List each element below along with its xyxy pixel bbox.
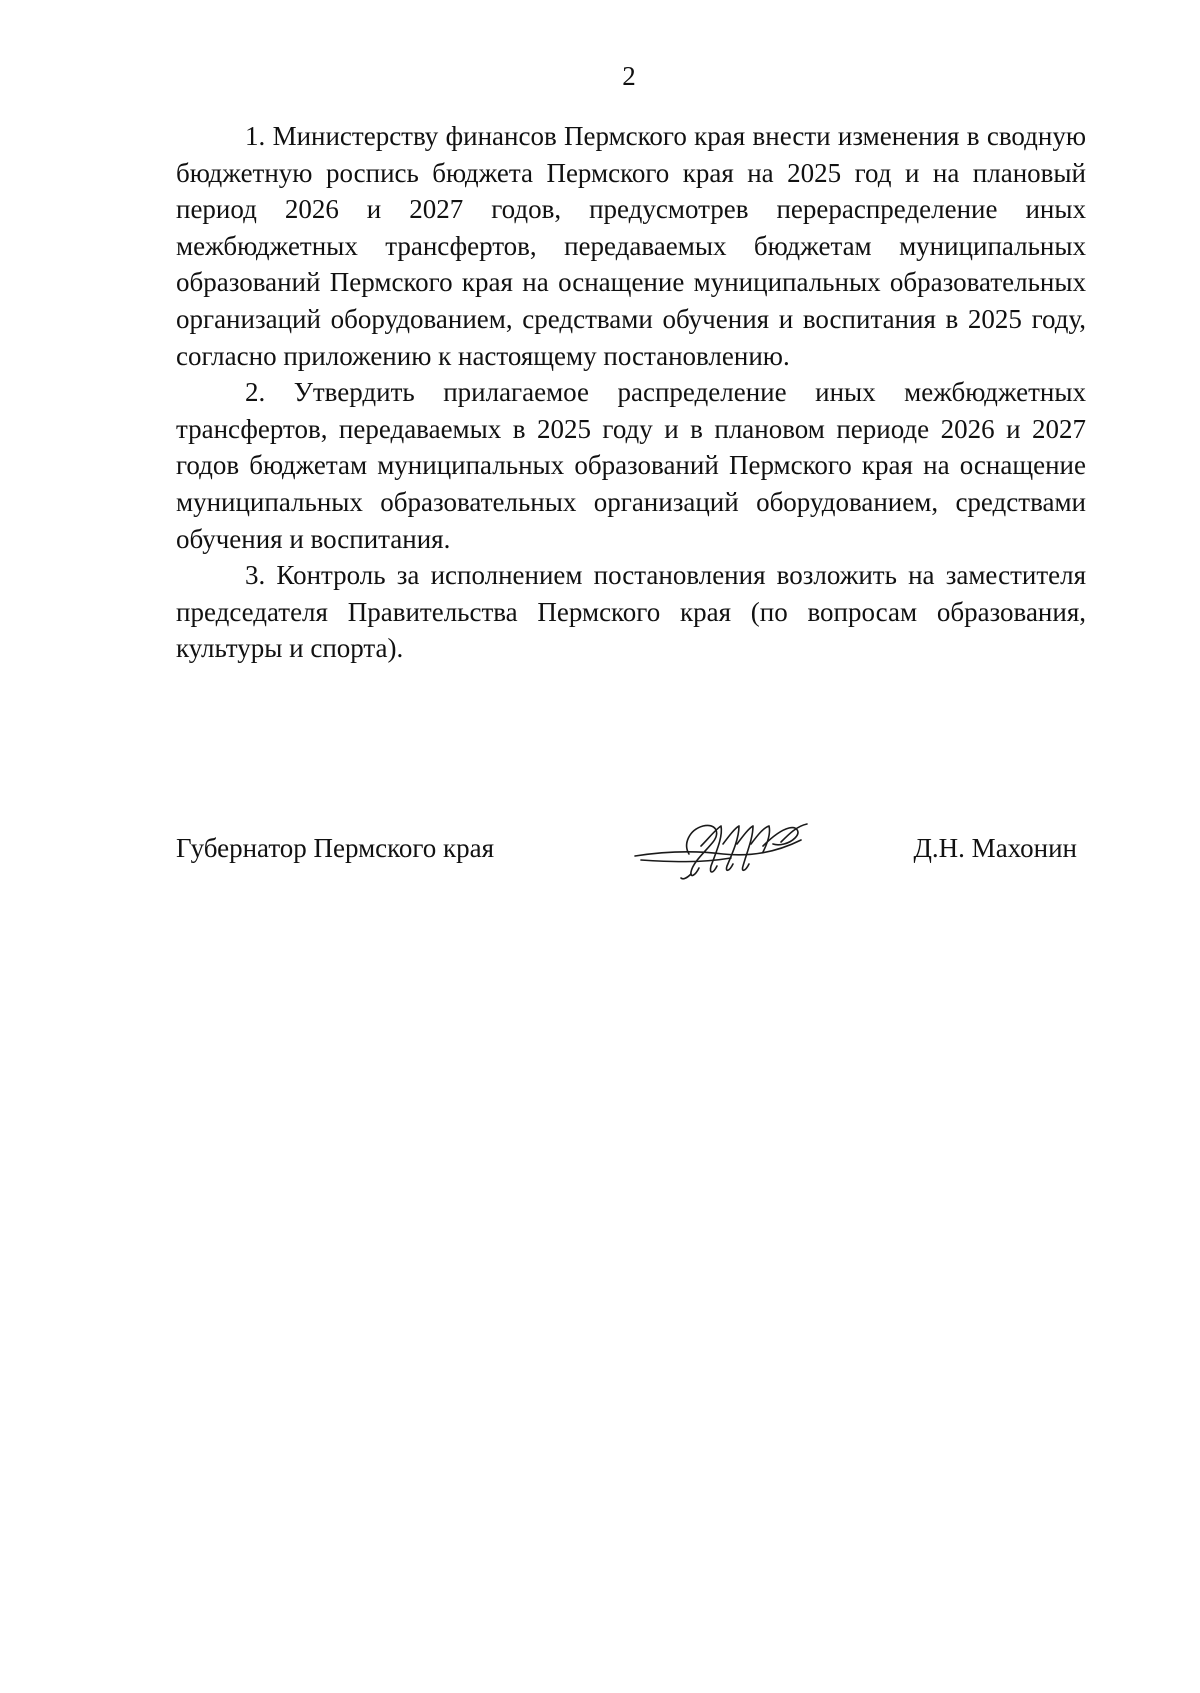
signatory-position: Губернатор Пермского края — [176, 833, 495, 863]
signature-block — [176, 830, 1086, 900]
signatory-name: Д.Н. Махонин — [913, 833, 1077, 863]
document-body — [176, 118, 1086, 667]
handwritten-signature — [631, 816, 816, 882]
paragraph-2: 2. Утвердить прилагаемое распределение иных межбюджетных трансфертов, передаваемых в 2025 году и в плановом периоде 2026 и 2027 годов бюджетам муниципальных образований Пермского края на оснащение муниципальных образовательных организаций оборудованием, средствами обучения и воспитания. — [176, 377, 1086, 554]
paragraph-1: 1. Министерству финансов Пермского края внести изменения в сводную бюджетную роспись бюджета Пермского края на 2025 год и на плановый период 2026 и 2027 годов, предусмотрев перераспределение иных межбюджетных трансфертов, передаваемых бюджетам муниципальных образований Пермского края на оснащение муниципальных образовательных организаций оборудованием, средствами обучения и воспитания в 2025 году, согласно приложению к настоящему постановлению. — [176, 121, 1086, 371]
paragraph-3: 3. Контроль за исполнением постановления возложить на заместителя председателя Правительства Пермского края (по вопросам образования, культуры и спорта). — [176, 560, 1086, 664]
page-number: 2 — [622, 61, 636, 91]
